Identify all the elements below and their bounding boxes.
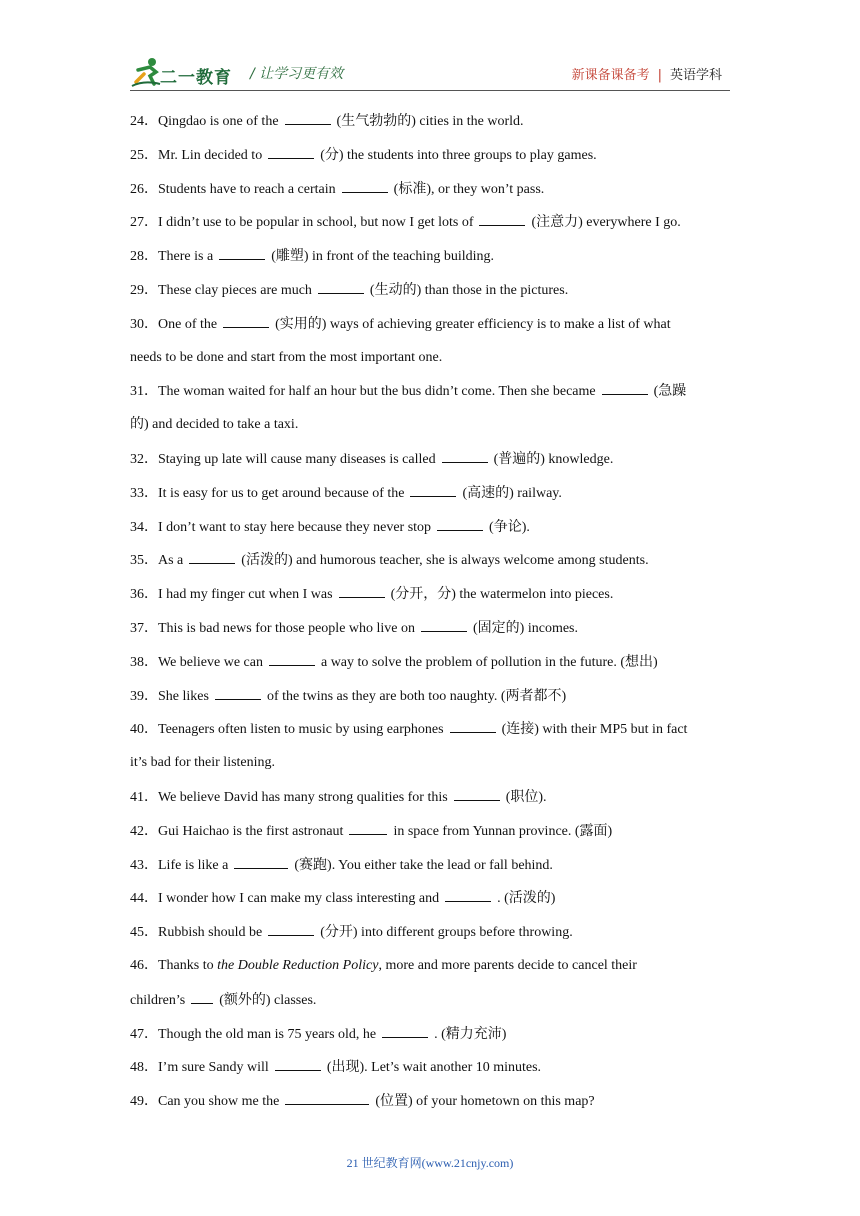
- question-text: 的) and decided to take a taxi.: [130, 417, 299, 433]
- question-text-after: (位置) of your hometown on this map?: [375, 1094, 595, 1110]
- question-line: [130, 247, 732, 266]
- question-text: 42．Gui Haichao is the first astronaut: [130, 823, 344, 839]
- question-line: [130, 1092, 732, 1111]
- question-text-after: (额外的) classes.: [219, 992, 317, 1008]
- answer-blank[interactable]: [223, 315, 269, 328]
- question-text: 30．One of the: [130, 316, 218, 332]
- question-line: [130, 213, 732, 232]
- answer-blank[interactable]: [479, 213, 525, 226]
- question-text: 45．Rubbish should be: [130, 925, 263, 941]
- question-text-after: (分开) into different groups before throwing.: [320, 925, 573, 941]
- question-text: it’s bad for their listening.: [130, 755, 276, 771]
- slogan: / 让学习更有效: [250, 66, 344, 82]
- question-line: [130, 687, 732, 706]
- question-text-after: . (活泼的): [497, 891, 556, 907]
- question-line: [130, 754, 732, 772]
- question-text: 36．I had my finger cut when I was: [130, 587, 333, 603]
- question-text: 49．Can you show me the: [130, 1094, 280, 1110]
- question-text: 34．I don’t want to stay here because they never stop: [130, 519, 432, 535]
- question-text: 33．It is easy for us to get around because of the: [130, 485, 405, 501]
- question-text: 24．Qingdao is one of the: [130, 114, 279, 129]
- question-text-after: (普遍的) knowledge.: [493, 452, 614, 467]
- answer-blank[interactable]: [275, 1058, 321, 1071]
- question-text-after: (争论).: [489, 519, 530, 535]
- answer-blank[interactable]: [442, 450, 488, 463]
- question-text: 31．The woman waited for half an hour but the bus didn’t come. Then she became: [130, 384, 596, 400]
- question-line: [130, 349, 732, 367]
- question-text: 48．I’m sure Sandy will: [130, 1060, 269, 1076]
- answer-blank[interactable]: [454, 788, 500, 801]
- question-text-after: (出现). Let’s wait another 10 minutes.: [326, 1060, 542, 1076]
- subject-label: 英语学科: [669, 68, 722, 83]
- question-text-after: in space from Yunnan province. (露面): [393, 823, 613, 839]
- answer-blank[interactable]: [339, 585, 385, 598]
- question-line: [130, 788, 732, 807]
- question-text-after: (生气勃勃的) cities in the world.: [336, 114, 524, 129]
- header-separator: |: [657, 68, 662, 83]
- question-line: [130, 822, 732, 841]
- question-line: [130, 585, 732, 604]
- answer-blank[interactable]: [349, 822, 387, 835]
- question-text: 39．She likes: [130, 688, 209, 704]
- question-line: [130, 653, 732, 672]
- header-right: [572, 64, 722, 83]
- question-line: [130, 551, 732, 570]
- answer-blank[interactable]: [268, 146, 314, 159]
- question-line: [130, 450, 732, 469]
- question-line: [130, 1025, 732, 1044]
- question-text: 29．These clay pieces are much: [130, 283, 312, 298]
- answer-blank[interactable]: [285, 112, 331, 125]
- question-line: [130, 923, 732, 942]
- answer-blank[interactable]: [342, 180, 388, 193]
- question-text: 35．As a: [130, 553, 184, 569]
- question-text-after: (分开，分) the watermelon into pieces.: [390, 587, 614, 603]
- question-text-after: (标准), or they won’t pass.: [393, 181, 545, 197]
- question-text-after: (活泼的) and humorous teacher, she is always welcome among students.: [241, 553, 649, 569]
- question-text-after: . (精力充沛): [434, 1026, 507, 1042]
- question-line: [130, 416, 732, 434]
- answer-blank[interactable]: [268, 923, 314, 936]
- question-text: 40．Teenagers often listen to music by using earphones: [130, 722, 444, 738]
- logo-text: 二一教育: [160, 68, 232, 88]
- question-text: 47．Though the old man is 75 years old, he: [130, 1026, 377, 1042]
- answer-blank[interactable]: [269, 653, 315, 666]
- question-line: [130, 991, 732, 1010]
- question-line: [130, 518, 732, 537]
- question-line: [130, 382, 732, 401]
- question-text-after: (实用的) ways of achieving greater efficiency is to make a list of what: [275, 316, 671, 332]
- question-text-after: (高速的) railway.: [462, 485, 562, 501]
- question-text: 41．We believe David has many strong qualities for this: [130, 790, 448, 805]
- header-tag: 新课备课备考: [571, 68, 650, 83]
- question-line: [130, 619, 732, 638]
- question-line: [130, 146, 732, 165]
- question-text: children’s: [130, 992, 186, 1008]
- question-line: [130, 1058, 732, 1077]
- answer-blank[interactable]: [318, 281, 364, 294]
- question-line: [130, 720, 732, 739]
- answer-blank[interactable]: [437, 518, 483, 531]
- question-text: 46．Thanks to: [130, 958, 218, 973]
- question-line: [130, 856, 732, 875]
- question-text-after: (注意力) everywhere I go.: [531, 215, 681, 231]
- question-text-after: (急躁: [653, 384, 687, 400]
- answer-blank[interactable]: [410, 484, 456, 497]
- question-text-after: (分) the students into three groups to play games.: [320, 147, 597, 163]
- question-text: 43．Life is like a: [130, 857, 229, 873]
- question-text-after: of the twins as they are both too naughty. (两者都不): [266, 688, 567, 704]
- question-text: 25．Mr. Lin decided to: [130, 147, 263, 163]
- question-line: [130, 180, 732, 199]
- question-text-after: , more and more parents decide to cancel their: [378, 958, 637, 973]
- question-text-after: (职位).: [505, 790, 547, 805]
- page-header: [130, 56, 730, 91]
- question-line: [130, 484, 732, 503]
- runner-logo-icon: [130, 56, 164, 88]
- question-text-after: (连接) with their MP5 but in fact: [501, 722, 688, 738]
- question-text: 26．Students have to reach a certain: [130, 181, 336, 197]
- question-text-after: (赛跑). You either take the lead or fall behind.: [294, 857, 553, 873]
- question-line: [130, 889, 732, 908]
- answer-blank[interactable]: [382, 1025, 428, 1038]
- question-line: [130, 315, 732, 334]
- question-text: 44．I wonder how I can make my class interesting and: [130, 891, 440, 907]
- answer-blank[interactable]: [421, 619, 467, 632]
- italic-text: the Double Reduction Policy: [217, 958, 379, 973]
- answer-blank[interactable]: [285, 1092, 369, 1105]
- question-text-after: (固定的) incomes.: [473, 621, 578, 636]
- question-line: [130, 112, 732, 131]
- logo: [130, 56, 240, 88]
- answer-blank[interactable]: [450, 720, 496, 733]
- question-line: [130, 281, 732, 300]
- question-text-after: (雕塑) in front of the teaching building.: [271, 249, 494, 265]
- question-text: 32．Staying up late will cause many diseases is called: [130, 452, 436, 467]
- question-text: 37．This is bad news for those people who live on: [130, 621, 416, 636]
- question-text: 38．We believe we can: [130, 654, 263, 670]
- answer-blank[interactable]: [234, 856, 288, 869]
- question-text: 28．There is a: [130, 249, 214, 265]
- answer-blank[interactable]: [445, 889, 491, 902]
- question-text-after: (生动的) than those in the pictures.: [369, 283, 569, 298]
- question-text-after: a way to solve the problem of pollution in the future. (想出): [320, 654, 658, 670]
- answer-blank[interactable]: [215, 687, 261, 700]
- answer-blank[interactable]: [191, 991, 213, 1004]
- answer-blank[interactable]: [219, 247, 265, 260]
- question-line: [130, 957, 732, 975]
- question-text: needs to be done and start from the most important one.: [130, 349, 443, 365]
- page-footer: 21 世纪教育网(www.21cnjy.com): [346, 1156, 514, 1170]
- question-text: 27．I didn’t use to be popular in school, but now I get lots of: [130, 215, 474, 231]
- answer-blank[interactable]: [602, 382, 648, 395]
- answer-blank[interactable]: [189, 551, 235, 564]
